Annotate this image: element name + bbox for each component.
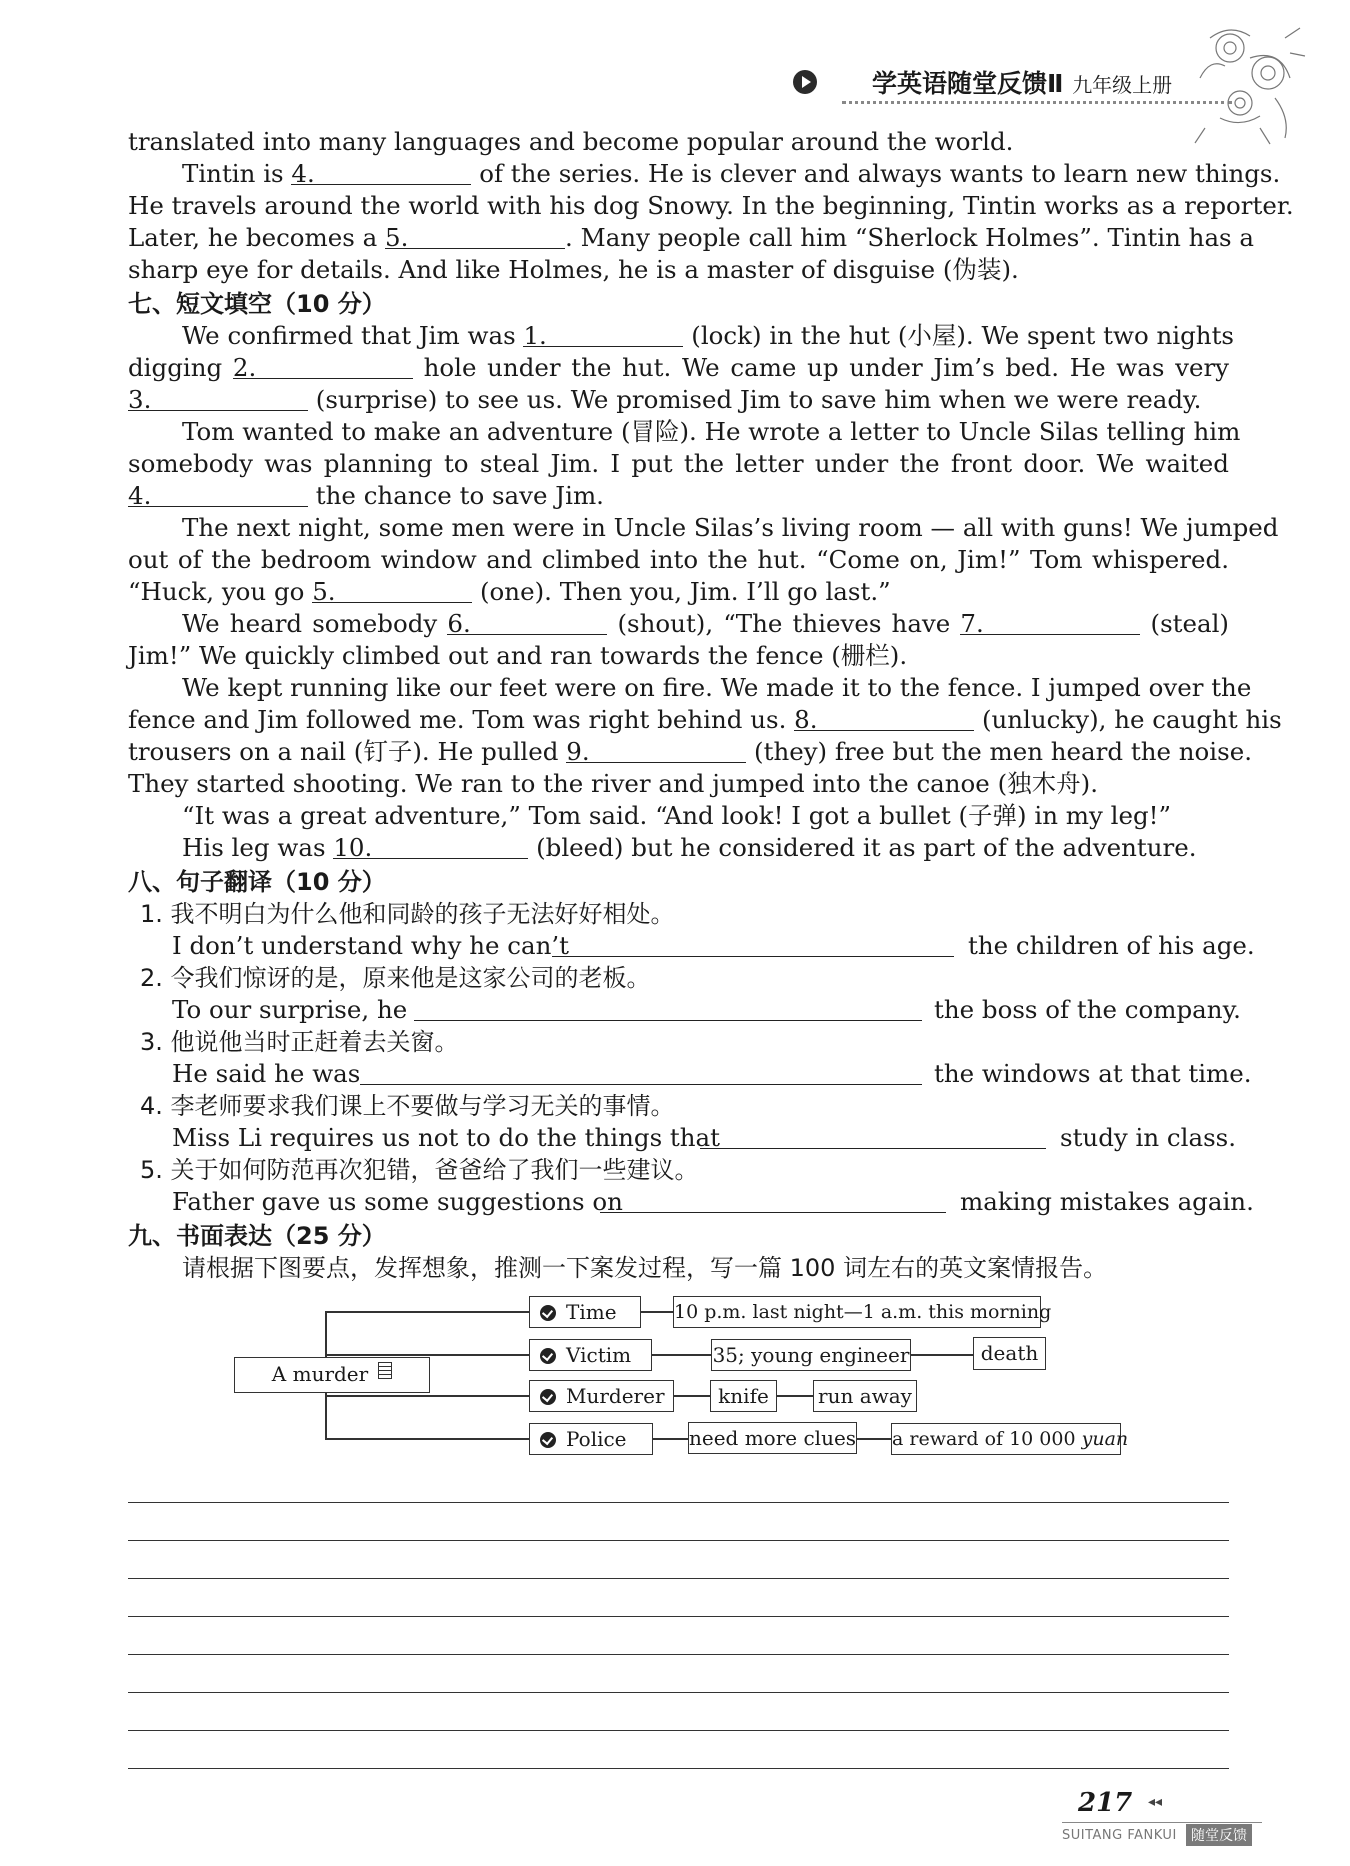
blank-9[interactable]: 9. (566, 736, 746, 763)
passage-line: sharp eye for details. And like Holmes, he is a master of disguise (伪装). (128, 255, 1019, 284)
translation-prompt: 2. 令我们惊讶的是，原来他是这家公司的老板。 (140, 964, 651, 992)
check-bullet-icon (540, 1389, 556, 1405)
diagram-time-label: Time (529, 1296, 641, 1328)
play-icon (793, 70, 817, 94)
blank-3[interactable]: 3. (128, 384, 308, 411)
check-bullet-icon (540, 1432, 556, 1448)
translation-stem: Father gave us some suggestions on (172, 1187, 623, 1216)
blank-8[interactable]: 8. (794, 704, 974, 731)
passage-line: The next night, some men were in Uncle Silas’s living room — all with guns! We jumped (182, 513, 1279, 542)
blank-2[interactable]: 2. (233, 352, 413, 379)
translation-stem: Miss Li requires us not to do the things that (172, 1123, 721, 1152)
translation-tail: the windows at that time. (934, 1059, 1252, 1088)
translation-prompt: 5. 关于如何防范再次犯错，爸爸给了我们一些建议。 (140, 1156, 699, 1184)
translation-blank[interactable] (600, 1212, 946, 1213)
translation-tail: study in class. (1060, 1123, 1237, 1152)
diagram-murderer-weapon: knife (710, 1380, 777, 1412)
check-bullet-icon (540, 1305, 556, 1321)
passage-line: 3. (surprise) to see us. We promised Jim to save him when we were ready. (128, 385, 1202, 414)
passage-line: We heard somebody 6. (shout), “The thieves have 7. (steal) (182, 609, 1229, 638)
translation-tail: the children of his age. (968, 931, 1255, 960)
writing-instruction: 请根据下图要点，发挥想象，推测一下案发过程，写一篇 100 词左右的英文案情报告。 (182, 1254, 1108, 1282)
page-number: 217 (1078, 1788, 1133, 1818)
arrows-icon: ◂◂ (1148, 1794, 1163, 1810)
passage-line: “It was a great adventure,” Tom said. “And look! I got a bullet (子弹) in my leg!” (182, 801, 1172, 830)
header-divider (842, 101, 1232, 104)
passage-line: Later, he becomes a 5. . Many people call him “Sherlock Holmes”. Tintin has a (128, 223, 1255, 252)
diagram-time-value: 10 p.m. last night—1 a.m. this morning (673, 1296, 1041, 1328)
passage-line: Tom wanted to make an adventure (冒险). He wrote a letter to Uncle Silas telling him (182, 417, 1241, 446)
footer-divider (1062, 1822, 1262, 1823)
blank-1[interactable]: 1. (523, 320, 683, 347)
passage-line: We kept running like our feet were on fire. We made it to the fence. I jumped over the (182, 673, 1252, 702)
passage-line: 4. the chance to save Jim. (128, 481, 604, 510)
passage-line: digging 2. hole under the hut. We came up under Jim’s bed. He was very (128, 353, 1229, 382)
diagram-root: A murder (234, 1357, 430, 1393)
passage-line: trousers on a nail (钉子). He pulled 9. (they) free but the men heard the noise. (128, 737, 1252, 766)
passage-line: out of the bedroom window and climbed into the hut. “Come on, Jim!” Tom whispered. (128, 545, 1229, 574)
diagram-police-reward: a reward of 10 000 yuan (891, 1423, 1121, 1455)
footer-brand: SUITANG FANKUI (1062, 1828, 1177, 1843)
blank-10[interactable]: 10. (333, 832, 528, 859)
blank-5[interactable]: 5. (312, 576, 472, 603)
passage-line: “Huck, you go 5. (one). Then you, Jim. I’ll go last.” (128, 577, 891, 606)
passage-line: somebody was planning to steal Jim. I put the letter under the front door. We waited (128, 449, 1229, 478)
translation-stem: He said he was (172, 1059, 361, 1088)
passage-line: Tintin is 4. of the series. He is clever and always wants to learn new things. (182, 159, 1281, 188)
translation-prompt: 1. 我不明白为什么他和同龄的孩子无法好好相处。 (140, 900, 675, 928)
translation-blank[interactable] (552, 956, 954, 957)
translation-stem: To our surprise, he (172, 995, 408, 1024)
passage-line: translated into many languages and become popular around the world. (128, 127, 1014, 156)
document-icon (378, 1362, 392, 1379)
book-title: 学英语随堂反馈Ⅱ 九年级上册 (872, 69, 1173, 98)
footer-brand-cn: 随堂反馈 (1186, 1824, 1252, 1846)
translation-blank[interactable] (360, 1084, 922, 1085)
translation-prompt: 3. 他说他当时正赶着去关窗。 (140, 1028, 459, 1056)
blank-4[interactable]: 4. (128, 480, 308, 507)
translation-blank[interactable] (414, 1020, 922, 1021)
blank-7[interactable]: 7. (960, 608, 1140, 635)
diagram-murderer-action: run away (813, 1380, 917, 1412)
blank-5[interactable]: 5. (385, 222, 565, 249)
translation-tail: making mistakes again. (960, 1187, 1254, 1216)
blank-6[interactable]: 6. (447, 608, 607, 635)
passage-line: We confirmed that Jim was 1. (lock) in the hut (小屋). We spent two nights (182, 321, 1235, 350)
passage-line: fence and Jim followed me. Tom was right behind us. 8. (unlucky), he caught his (128, 705, 1282, 734)
passage-line: They started shooting. We ran to the river and jumped into the canoe (独木舟). (128, 769, 1098, 798)
section-heading: 七、短文填空（10 分） (128, 290, 386, 318)
passage-line: His leg was 10. (bleed) but he considered it as part of the adventure. (182, 833, 1197, 862)
diagram-police-value: need more clues (688, 1422, 857, 1454)
translation-tail: the boss of the company. (934, 995, 1241, 1024)
diagram-victim-result: death (973, 1337, 1046, 1370)
translation-stem: I don’t understand why he can’t (172, 931, 570, 960)
check-bullet-icon (540, 1348, 556, 1364)
section-heading: 八、句子翻译（10 分） (128, 868, 386, 896)
translation-blank[interactable] (700, 1148, 1046, 1149)
diagram-police-label: Police (529, 1423, 653, 1455)
blank-4[interactable]: 4. (291, 158, 471, 185)
diagram-victim-label: Victim (529, 1339, 652, 1371)
book-subtitle: 九年级上册 (1072, 73, 1173, 97)
passage-line: Jim!” We quickly climbed out and ran towards the fence (栅栏). (128, 641, 908, 670)
diagram-murderer-label: Murderer (529, 1380, 674, 1412)
diagram-victim-value: 35; young engineer (711, 1339, 911, 1371)
section-heading: 九、书面表达（25 分） (128, 1222, 386, 1250)
passage-line: He travels around the world with his dog Snowy. In the beginning, Tintin works as a reporter. (128, 191, 1294, 220)
translation-prompt: 4. 李老师要求我们课上不要做与学习无关的事情。 (140, 1092, 675, 1120)
